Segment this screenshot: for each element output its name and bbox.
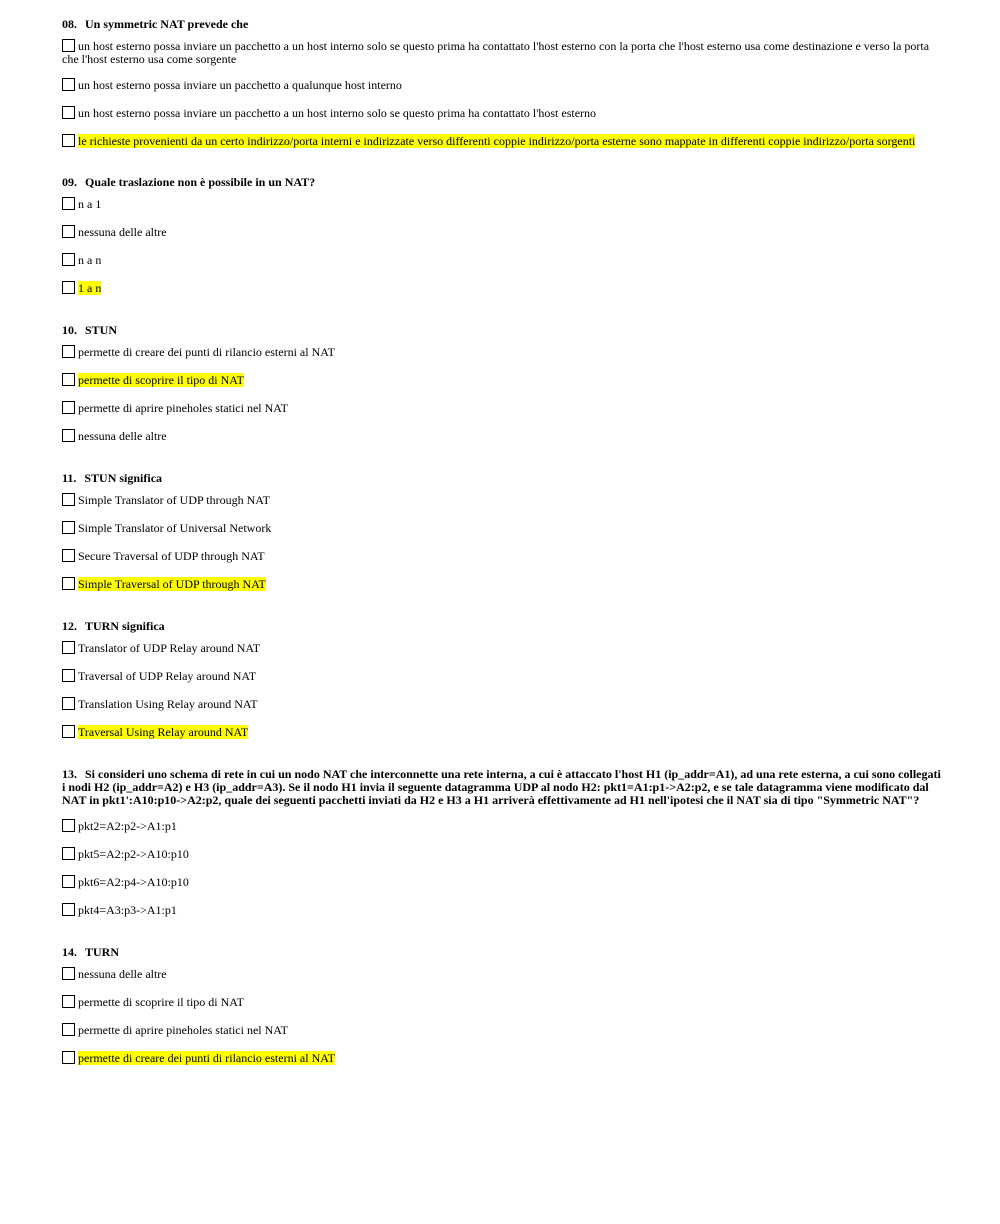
question-14 <box>62 946 942 1065</box>
checkbox[interactable] <box>62 903 75 916</box>
checkbox[interactable] <box>62 641 75 654</box>
option-text: permette di aprire pineholes statici nel NAT <box>78 401 288 415</box>
checkbox[interactable] <box>62 197 75 210</box>
question-text: Un symmetric NAT prevede che <box>85 17 249 31</box>
option-text: Secure Traversal of UDP through NAT <box>78 549 265 563</box>
option-text: permette di creare dei punti di rilancio esterni al NAT <box>78 345 335 359</box>
option-text-highlighted: permette di scoprire il tipo di NAT <box>78 373 244 387</box>
answer-option-correct[interactable] <box>62 281 942 295</box>
question-10 <box>62 324 942 443</box>
option-text: permette di aprire pineholes statici nel NAT <box>78 1023 288 1037</box>
question-number: 11. <box>62 471 77 485</box>
answer-option[interactable] <box>62 669 942 683</box>
question-number: 10. <box>62 323 77 337</box>
answer-option[interactable] <box>62 429 942 443</box>
checkbox[interactable] <box>62 549 75 562</box>
answer-option[interactable] <box>62 903 942 917</box>
option-text: Traversal of UDP Relay around NAT <box>78 669 257 683</box>
checkbox[interactable] <box>62 995 75 1008</box>
answer-option[interactable] <box>62 197 942 211</box>
answer-option[interactable] <box>62 39 942 66</box>
checkbox[interactable] <box>62 1023 75 1036</box>
option-text: pkt2=A2:p2->A1:p1 <box>78 819 177 833</box>
option-text: Simple Translator of UDP through NAT <box>78 493 270 507</box>
option-text: pkt4=A3:p3->A1:p1 <box>78 903 177 917</box>
question-number: 09. <box>62 175 77 189</box>
checkbox[interactable] <box>62 106 75 119</box>
question-text: Quale traslazione non è possibile in un NAT? <box>85 175 316 189</box>
option-text-highlighted: Simple Traversal of UDP through NAT <box>78 577 266 591</box>
option-text: nessuna delle altre <box>78 429 167 443</box>
question-title <box>62 324 942 337</box>
checkbox[interactable] <box>62 577 75 590</box>
checkbox[interactable] <box>62 401 75 414</box>
answer-option[interactable] <box>62 225 942 239</box>
option-text: pkt6=A2:p4->A10:p10 <box>78 875 189 889</box>
checkbox[interactable] <box>62 345 75 358</box>
option-text: un host esterno possa inviare un pacchetto a un host interno solo se questo prima ha contattato l'host esterno <box>78 106 597 120</box>
checkbox[interactable] <box>62 281 75 294</box>
answer-option[interactable] <box>62 875 942 889</box>
answer-option[interactable] <box>62 1023 942 1037</box>
answer-option[interactable] <box>62 78 942 92</box>
option-text-highlighted: 1 a n <box>78 281 102 295</box>
option-text: nessuna delle altre <box>78 225 167 239</box>
checkbox[interactable] <box>62 697 75 710</box>
answer-option-correct[interactable] <box>62 134 942 148</box>
question-text: STUN significa <box>84 471 163 485</box>
option-text: Simple Translator of Universal Network <box>78 521 272 535</box>
option-text: n a 1 <box>78 197 102 211</box>
answer-option[interactable] <box>62 847 942 861</box>
answer-option-correct[interactable] <box>62 577 942 591</box>
checkbox[interactable] <box>62 725 75 738</box>
question-title <box>62 472 942 485</box>
question-title <box>62 768 942 807</box>
option-text-highlighted: Traversal Using Relay around NAT <box>78 725 249 739</box>
checkbox[interactable] <box>62 39 75 52</box>
question-11 <box>62 472 942 591</box>
checkbox[interactable] <box>62 819 75 832</box>
checkbox[interactable] <box>62 225 75 238</box>
question-number: 12. <box>62 619 77 633</box>
answer-option[interactable] <box>62 697 942 711</box>
option-text: nessuna delle altre <box>78 967 167 981</box>
checkbox[interactable] <box>62 967 75 980</box>
answer-option[interactable] <box>62 106 942 120</box>
question-number: 13. <box>62 767 77 781</box>
question-text: TURN significa <box>85 619 165 633</box>
option-text: permette di scoprire il tipo di NAT <box>78 995 244 1009</box>
checkbox[interactable] <box>62 429 75 442</box>
question-title <box>62 946 942 959</box>
question-08 <box>62 18 942 148</box>
quiz-page <box>62 18 942 1079</box>
answer-option[interactable] <box>62 819 942 833</box>
question-12 <box>62 620 942 739</box>
checkbox[interactable] <box>62 847 75 860</box>
answer-option[interactable] <box>62 253 942 267</box>
answer-option[interactable] <box>62 401 942 415</box>
option-text: un host esterno possa inviare un pacchetto a qualunque host interno <box>78 78 402 92</box>
answer-option[interactable] <box>62 641 942 655</box>
answer-option-correct[interactable] <box>62 1051 942 1065</box>
question-09 <box>62 176 942 295</box>
option-text: Translator of UDP Relay around NAT <box>78 641 261 655</box>
option-text-highlighted: le richieste provenienti da un certo indirizzo/porta interni e indirizzate verso differenti coppie indirizzo/porta esterne sono mappate in differenti coppie indirizzo/porta sorgenti <box>78 134 916 148</box>
question-number: 08. <box>62 17 77 31</box>
question-title <box>62 620 942 633</box>
answer-option[interactable] <box>62 549 942 563</box>
answer-option[interactable] <box>62 995 942 1009</box>
answer-option-correct[interactable] <box>62 725 942 739</box>
checkbox[interactable] <box>62 373 75 386</box>
question-text: TURN <box>85 945 120 959</box>
answer-option-correct[interactable] <box>62 373 942 387</box>
question-title <box>62 18 942 31</box>
question-text: STUN <box>85 323 118 337</box>
answer-option[interactable] <box>62 493 942 507</box>
option-text: Translation Using Relay around NAT <box>78 697 258 711</box>
checkbox[interactable] <box>62 1051 75 1064</box>
option-text-highlighted: permette di creare dei punti di rilancio esterni al NAT <box>78 1051 335 1065</box>
question-number: 14. <box>62 945 77 959</box>
checkbox[interactable] <box>62 521 75 534</box>
checkbox[interactable] <box>62 493 75 506</box>
option-text: n a n <box>78 253 102 267</box>
checkbox[interactable] <box>62 134 75 147</box>
checkbox[interactable] <box>62 669 75 682</box>
checkbox[interactable] <box>62 875 75 888</box>
answer-option[interactable] <box>62 967 942 981</box>
answer-option[interactable] <box>62 521 942 535</box>
question-title <box>62 176 942 189</box>
option-text: pkt5=A2:p2->A10:p10 <box>78 847 189 861</box>
question-13 <box>62 768 942 917</box>
question-text: Si consideri uno schema di rete in cui un nodo NAT che interconnette una rete interna, a cui è attaccato l'host H1 (ip_addr=A1), ad una rete esterna, a cui sono collegati i nodi H2 (ip_addr=A2) e H3 (ip_addr=A3). Se il nodo H1 invia il seguente datagramma UDP al nodo H2: pkt1=A1:p1->A2:p2, e se tale datagramma viene modificato dal NAT in pkt1':A10:p10->A2:p2, quale dei seguenti pacchetti inviati da H2 e H3 a H1 arriverà effettivamente ad H1 nell'ipotesi che il NAT sia di tipo "Symmetric NAT"? <box>62 767 941 807</box>
answer-option[interactable] <box>62 345 942 359</box>
option-text: un host esterno possa inviare un pacchetto a un host interno solo se questo prima ha contattato l'host esterno con la porta che l'host esterno usa come destinazione e verso la porta che l'host esterno usa come sorgente <box>62 39 930 66</box>
checkbox[interactable] <box>62 253 75 266</box>
checkbox[interactable] <box>62 78 75 91</box>
